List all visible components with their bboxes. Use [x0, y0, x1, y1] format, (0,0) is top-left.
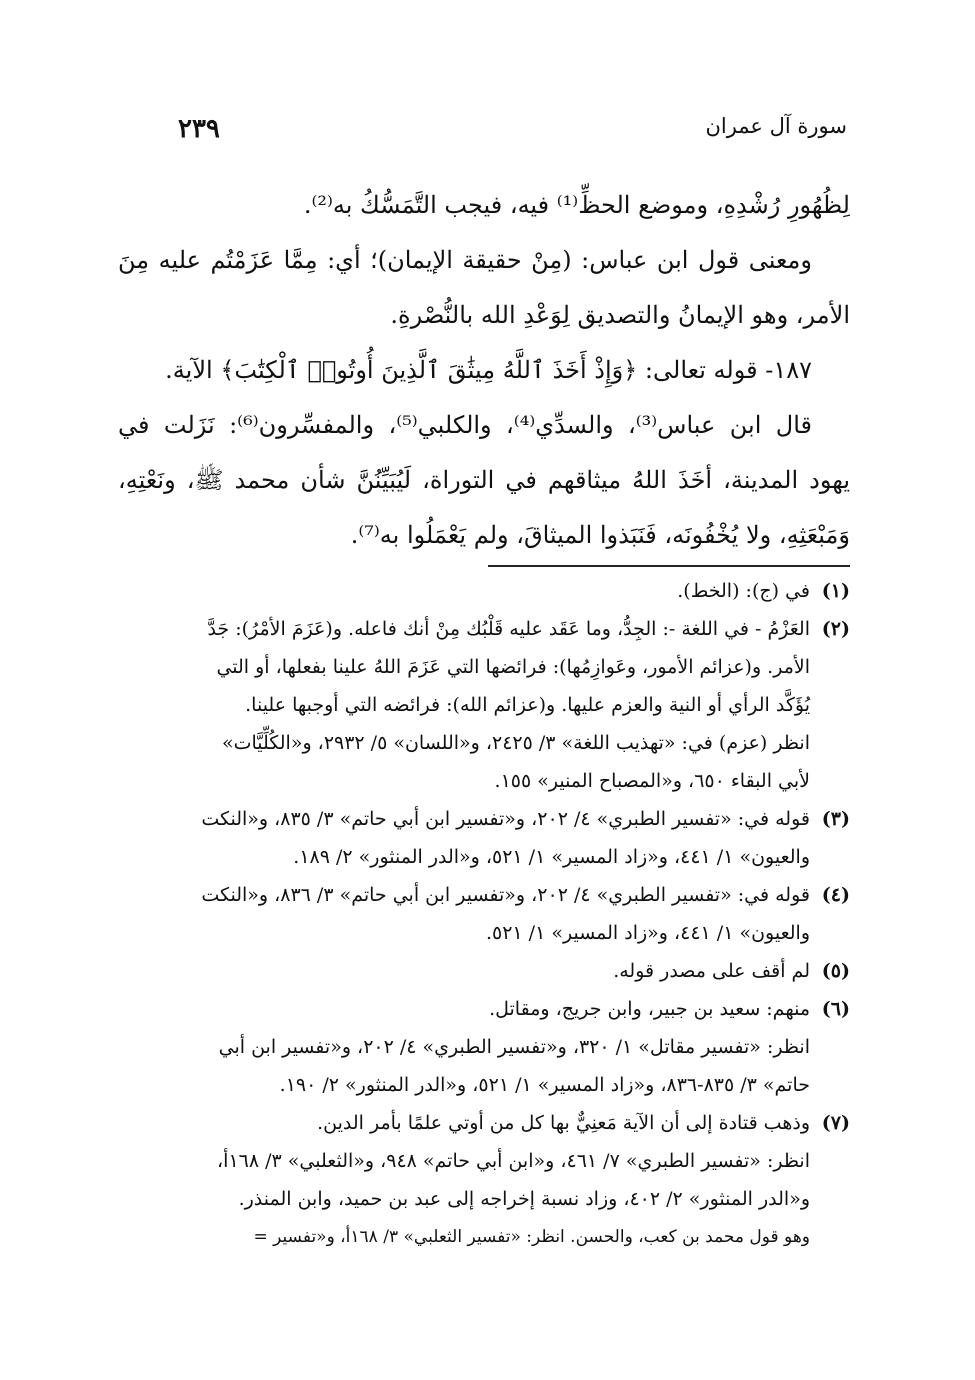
footnote: [118, 1104, 850, 1256]
footnote-line: لأبي البقاء ٦٥٠، و«المصباح المنير» ١٥٥.: [494, 770, 810, 792]
footnote-line: انظر: «تفسير مقاتل» ١/ ٣٢٠، و«تفسير الطبري» ٤/ ٢٠٢، و«تفسير ابن أبي: [218, 1036, 810, 1058]
footnote-line: و«الدر المنثور» ٢/ ٤٠٢، وزاد نسبة إخراجه إلى عبد بن حميد، وابن المنذر.: [238, 1188, 810, 1210]
footnote-line: العَزْمُ - في اللغة -: الجِدُّ، وما عَقَد عليه قَلْبُك مِنْ أنك فاعله. و(عَزَمَ الأمْرُ): جَدَّ: [207, 618, 810, 640]
footnote-line: في (ج): (الخط).: [677, 580, 810, 602]
footnote-number: (٢): [821, 618, 850, 640]
footnote-number: (٧): [821, 1112, 850, 1134]
footnote-line: قوله في: «تفسير الطبري» ٤/ ٢٠٢، و«تفسير ابن أبي حاتم» ٣/ ٨٣٦، و«النكت: [201, 884, 810, 906]
footnote-separator: [488, 565, 850, 567]
footnote-line: انظر: «تفسير الطبري» ٧/ ٤٦١، و«ابن أبي حاتم» ٩٤٨، و«الثعلبي» ٣/ ١٦٨أ،: [217, 1150, 810, 1172]
main-paragraph: ومعنى قول ابن عباس: (مِنْ حقيقة الإيمان)؛ أي: مِمَّا عَزَمْتُم عليه مِنَ الأمر، وهو الإيمانُ والتصديق لِوَعْدِ الله بالنُّصْرةِ.: [118, 246, 850, 329]
footnote-line: حاتم» ٣/ ٨٣٥-٨٣٦، و«زاد المسير» ١/ ٥٢١، و«الدر المنثور» ٢/ ١٩٠.: [279, 1074, 810, 1096]
footnote-line: قوله في: «تفسير الطبري» ٤/ ٢٠٢، و«تفسير ابن أبي حاتم» ٣/ ٨٣٥، و«النكت: [201, 808, 810, 830]
page-number: ٢٣٩: [178, 114, 220, 144]
footnote-number: (٥): [821, 960, 850, 982]
footnote-line: منهم: سعيد بن جبير، وابن جريج، ومقاتل.: [489, 998, 810, 1020]
footnote: [118, 990, 850, 1104]
footnote-line: والعيون» ١/ ٤٤١، و«زاد المسير» ١/ ٥٢١، و«الدر المنثور» ٢/ ١٨٩.: [293, 846, 810, 868]
verse-heading: ١٨٧- قوله تعالى: ﴿وَإِذْ أَخَذَ ٱللَّهُ مِيثَٰقَ ٱلَّذِينَ أُوتُوا۟ ٱلْكِتَٰبَ﴾ الآية.: [165, 356, 812, 384]
main-paragraph: لِظُهُورِ رُشْدِهِ، وموضع الحظِّ⁽¹⁾ فيه، فيجب التَّمَسُّكُ به⁽²⁾.: [303, 191, 850, 219]
main-paragraph: قال ابن عباس⁽³⁾، والسدِّي⁽⁴⁾، والكلبي⁽⁵⁾، والمفسِّرون⁽⁶⁾: نَزَلت في يهود المدينة، أخَذَ اللهُ ميثاقهم في التوراة، لَيُبَيِّنُنَّ شأن محمد ﷺ، ونَعْتِهِ، وَمَبْعَثِهِ، ولا يُخْفُونَه، فَنَبَذوا الميثاقَ، ولم يَعْمَلُوا به⁽⁷⁾.: [118, 411, 850, 549]
footnote: [118, 610, 850, 800]
footnote: [118, 952, 850, 990]
surah-title: سورة آل عمران: [705, 114, 847, 138]
footnote: [118, 800, 850, 876]
footnote-number: (٤): [821, 884, 850, 906]
footnote-line: وذهب قتادة إلى أن الآية مَعنِيٌّ بها كل من أوتي علمًا بأمر الدين.: [317, 1112, 810, 1134]
page-header: [178, 108, 847, 148]
footnote-line: يُؤَكَّد الرأي أو النية والعزم عليها. و(عزائم الله): فرائضه التي أوجبها علينا.: [245, 694, 810, 716]
footnote-number: (٣): [821, 808, 850, 830]
main-text: [118, 178, 850, 563]
footnote-number: (١): [821, 580, 850, 602]
footnote-line: انظر (عزم) في: «تهذيب اللغة» ٣/ ٢٤٢٥، و«اللسان» ٥/ ٢٩٣٢، و«الكُلِّيَّات»: [221, 732, 810, 754]
footnote-line: لم أقف على مصدر قوله.: [613, 960, 810, 982]
footnote-line: الأمر. و(عزائم الأمور، وعَوازِمُها): فرائضها التي عَزَمَ اللهُ علينا بفعلها، أو التي: [216, 656, 810, 678]
footnote: [118, 572, 850, 610]
footnote-number: (٦): [821, 998, 850, 1020]
footnotes: [118, 572, 850, 1256]
footnote: [118, 876, 850, 952]
footnote-line: والعيون» ١/ ٤٤١، و«زاد المسير» ١/ ٥٢١.: [485, 922, 810, 944]
footnote-line: وهو قول محمد بن كعب، والحسن. انظر: «تفسير الثعلبي» ٣/ ١٦٨أ، و«تفسير =: [253, 1227, 810, 1247]
